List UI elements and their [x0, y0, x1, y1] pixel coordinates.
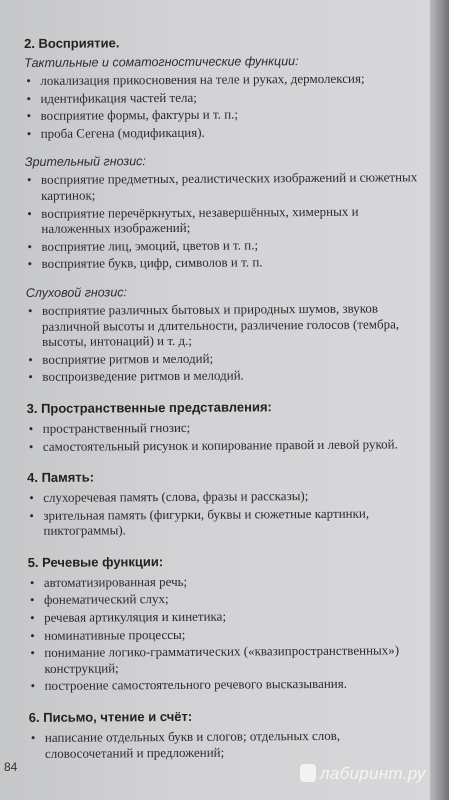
list-item: • написание отдельных букв и слогов; отдельных слов, словосочетаний и предложений; — [29, 727, 427, 761]
list-item: • пространственный гнозис; — [27, 418, 425, 436]
bullet-list — [29, 727, 427, 761]
bullet-list — [27, 418, 425, 454]
list-item: • зрительная память (фигурки, буквы и сюжетные картинки, пиктограммы). — [27, 505, 425, 539]
section-heading: 5. Речевые функции: — [27, 553, 164, 570]
list-item: • понимание логико-грамматических («квазипространственных») конструкций; — [28, 642, 426, 676]
section-heading: 2. Восприятие. — [24, 35, 120, 51]
list-item: • построение самостоятельного речевого высказывания. — [28, 676, 426, 694]
list-item: • слухоречевая память (слова, фразы и рассказы); — [27, 487, 425, 505]
list-item: • проба Сегена (модификация). — [25, 123, 423, 141]
list-item: • воспроизведение ритмов и мелодий. — [26, 367, 424, 385]
subheading: Зрительный гнозис: — [24, 154, 146, 170]
list-item: • локализация прикосновения на теле и руках, дермолексия; — [24, 70, 422, 88]
list-item: • фонематический слух; — [28, 590, 426, 608]
list-item: • восприятие формы, фактуры и т. п.; — [25, 105, 423, 123]
list-item: • восприятие предметных, реалистических изображений и сюжетных картинок; — [25, 170, 423, 204]
bullet-list — [28, 572, 427, 694]
labirint-logo-icon — [300, 764, 316, 782]
bullet-list — [27, 487, 425, 539]
list-item: • восприятие различных бытовых и природных шумов, звуков различной высоты и длительности, различение голосов (тембра, высоты, интонаций) и т. д.; — [26, 300, 424, 350]
list-item: • номинативные процессы; — [28, 625, 426, 643]
list-item: • речевая артикуляция и кинетика; — [28, 607, 426, 625]
book-spine-shadow — [430, 0, 449, 800]
subheading: Слуховой гнозис: — [25, 285, 128, 300]
section-heading: 3. Пространственные представления: — [26, 399, 272, 416]
list-item: • восприятие букв, цифр, символов и т. п. — [26, 254, 424, 272]
subheading: Тактильные и соматогностические функции: — [24, 54, 299, 70]
watermark-logo — [300, 764, 426, 784]
section-heading: 6. Письмо, чтение и счёт: — [28, 708, 193, 726]
list-item: • восприятие ритмов и мелодий; — [26, 349, 424, 367]
page-number: 84 — [4, 760, 18, 774]
bullet-list — [26, 300, 425, 385]
bullet-list — [25, 170, 424, 272]
list-item: • идентификация частей тела; — [24, 88, 422, 106]
list-item: • восприятие лиц, эмоций, цветов и т. п.; — [25, 236, 423, 254]
page-content — [24, 33, 427, 763]
bullet-list — [24, 70, 422, 141]
section-heading: 4. Память: — [27, 469, 95, 486]
list-item: • автоматизированная речь; — [28, 572, 426, 590]
list-item: • восприятие перечёркнутых, незавершённых, химерных и наложенных изображений; — [25, 203, 423, 237]
list-item: • самостоятельный рисунок и копирование правой и левой рукой. — [27, 436, 425, 454]
watermark-text: лабиринт.ру — [320, 764, 426, 783]
